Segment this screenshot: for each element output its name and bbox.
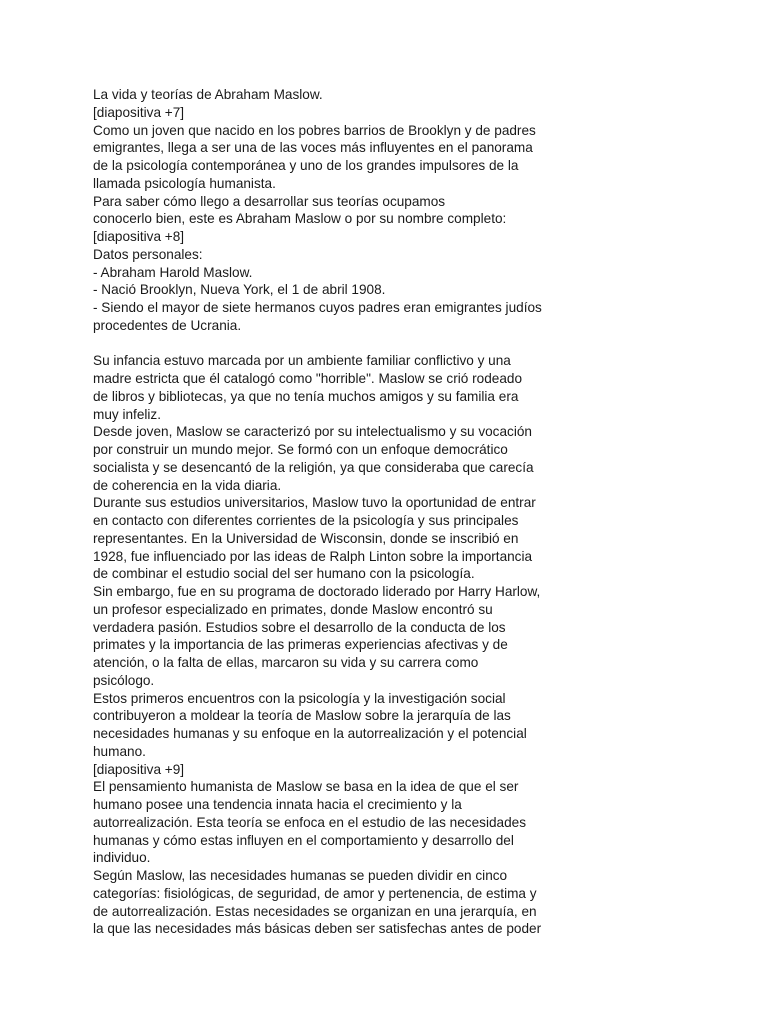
text-line: de combinar el estudio social del ser humano con la psicología. (93, 566, 475, 582)
text-line: [diapositiva +7] (93, 104, 185, 120)
text-line: Su infancia estuvo marcada por un ambiente familiar conflictivo y una (93, 353, 511, 369)
text-line: [diapositiva +8] (93, 229, 185, 244)
document-text (93, 86, 693, 938)
text-line: procedentes de Ucrania. (93, 317, 242, 333)
text-line: conocerlo bien, este es Abraham Maslow o por su nombre completo: (93, 211, 507, 227)
text-line: Estos primeros encuentros con la psicología y la investigación social (93, 690, 506, 706)
text-line: primates y la importancia de las primeras experiencias afectivas y de (93, 637, 508, 653)
text-line: llamada psicología humanista. (93, 175, 276, 191)
text-line: individuo. (93, 850, 151, 866)
text-line: la que las necesidades más básicas deben ser satisfechas antes de poder (93, 921, 542, 937)
text-line: humano. (93, 743, 146, 759)
text-line: - Abraham Harold Maslow. (93, 264, 253, 280)
text-line: necesidades humanas y su enfoque en la autorrealización y el potencial (93, 726, 527, 741)
text-line: humano posee una tendencia innata hacia el crecimiento y la (93, 797, 462, 812)
text-line: por construir un mundo mejor. Se formó con un enfoque democrático (93, 442, 508, 457)
text-line: representantes. En la Universidad de Wisconsin, donde se inscribió en (93, 530, 519, 546)
text-line: El pensamiento humanista de Maslow se basa en la idea de que el ser (93, 779, 519, 795)
text-line: - Nació Brooklyn, Nueva York, el 1 de abril 1908. (93, 282, 386, 298)
text-line: Sin embargo, fue en su programa de doctorado liderado por Harry Harlow, (93, 584, 541, 599)
text-line: de autorrealización. Estas necesidades se organizan en una jerarquía, en (93, 903, 537, 919)
text-line: La vida y teorías de Abraham Maslow. (93, 87, 323, 102)
text-line: - Siendo el mayor de siete hermanos cuyos padres eran emigrantes judíos (93, 300, 542, 315)
text-line: Según Maslow, las necesidades humanas se pueden dividir en cinco (93, 868, 508, 883)
text-line: Para saber cómo llego a desarrollar sus teorías ocupamos (93, 193, 446, 209)
text-line: emigrantes, llega a ser una de las voces más influyentes en el panorama (93, 140, 533, 156)
text-line: de coherencia en la vida diaria. (93, 477, 282, 493)
text-line: contribuyeron a moldear la teoría de Maslow sobre la jerarquía de las (93, 708, 511, 724)
text-line: humanas y cómo estas influyen en el comportamiento y desarrollo del (93, 832, 514, 848)
text-line: psicólogo. (93, 672, 155, 688)
text-line: categorías: fisiológicas, de seguridad, de amor y pertenencia, de estima y (93, 885, 537, 901)
text-line: Datos personales: (93, 246, 203, 262)
text-line: madre estricta que él catalogó como "horrible". Maslow se crió rodeado (93, 371, 522, 386)
text-line: socialista y se desencantó de la religión, ya que consideraba que carecía (93, 459, 534, 475)
text-line: muy infeliz. (93, 406, 161, 422)
text-line: verdadera pasión. Estudios sobre el desarrollo de la conducta de los (93, 619, 506, 635)
text-line: un profesor especializado en primates, donde Maslow encontró su (93, 601, 493, 617)
text-line: [diapositiva +9] (93, 761, 185, 777)
text-line: Como un joven que nacido en los pobres barrios de Brooklyn y de padres (93, 122, 536, 138)
text-line: en contacto con diferentes corrientes de la psicología y sus principales (93, 513, 519, 528)
text-line: autorrealización. Esta teoría se enfoca en el estudio de las necesidades (93, 814, 527, 830)
text-line: Durante sus estudios universitarios, Maslow tuvo la oportunidad de entrar (93, 495, 536, 511)
text-line: atención, o la falta de ellas, marcaron su vida y su carrera como (93, 655, 479, 670)
text-line: de libros y bibliotecas, ya que no tenía muchos amigos y su familia era (93, 388, 519, 404)
text-line: Desde joven, Maslow se caracterizó por su intelectualismo y su vocación (93, 424, 532, 440)
text-line: 1928, fue influenciado por las ideas de Ralph Linton sobre la importancia (93, 548, 533, 564)
blank-line (93, 335, 693, 353)
text-line: de la psicología contemporánea y uno de los grandes impulsores de la (93, 158, 519, 173)
